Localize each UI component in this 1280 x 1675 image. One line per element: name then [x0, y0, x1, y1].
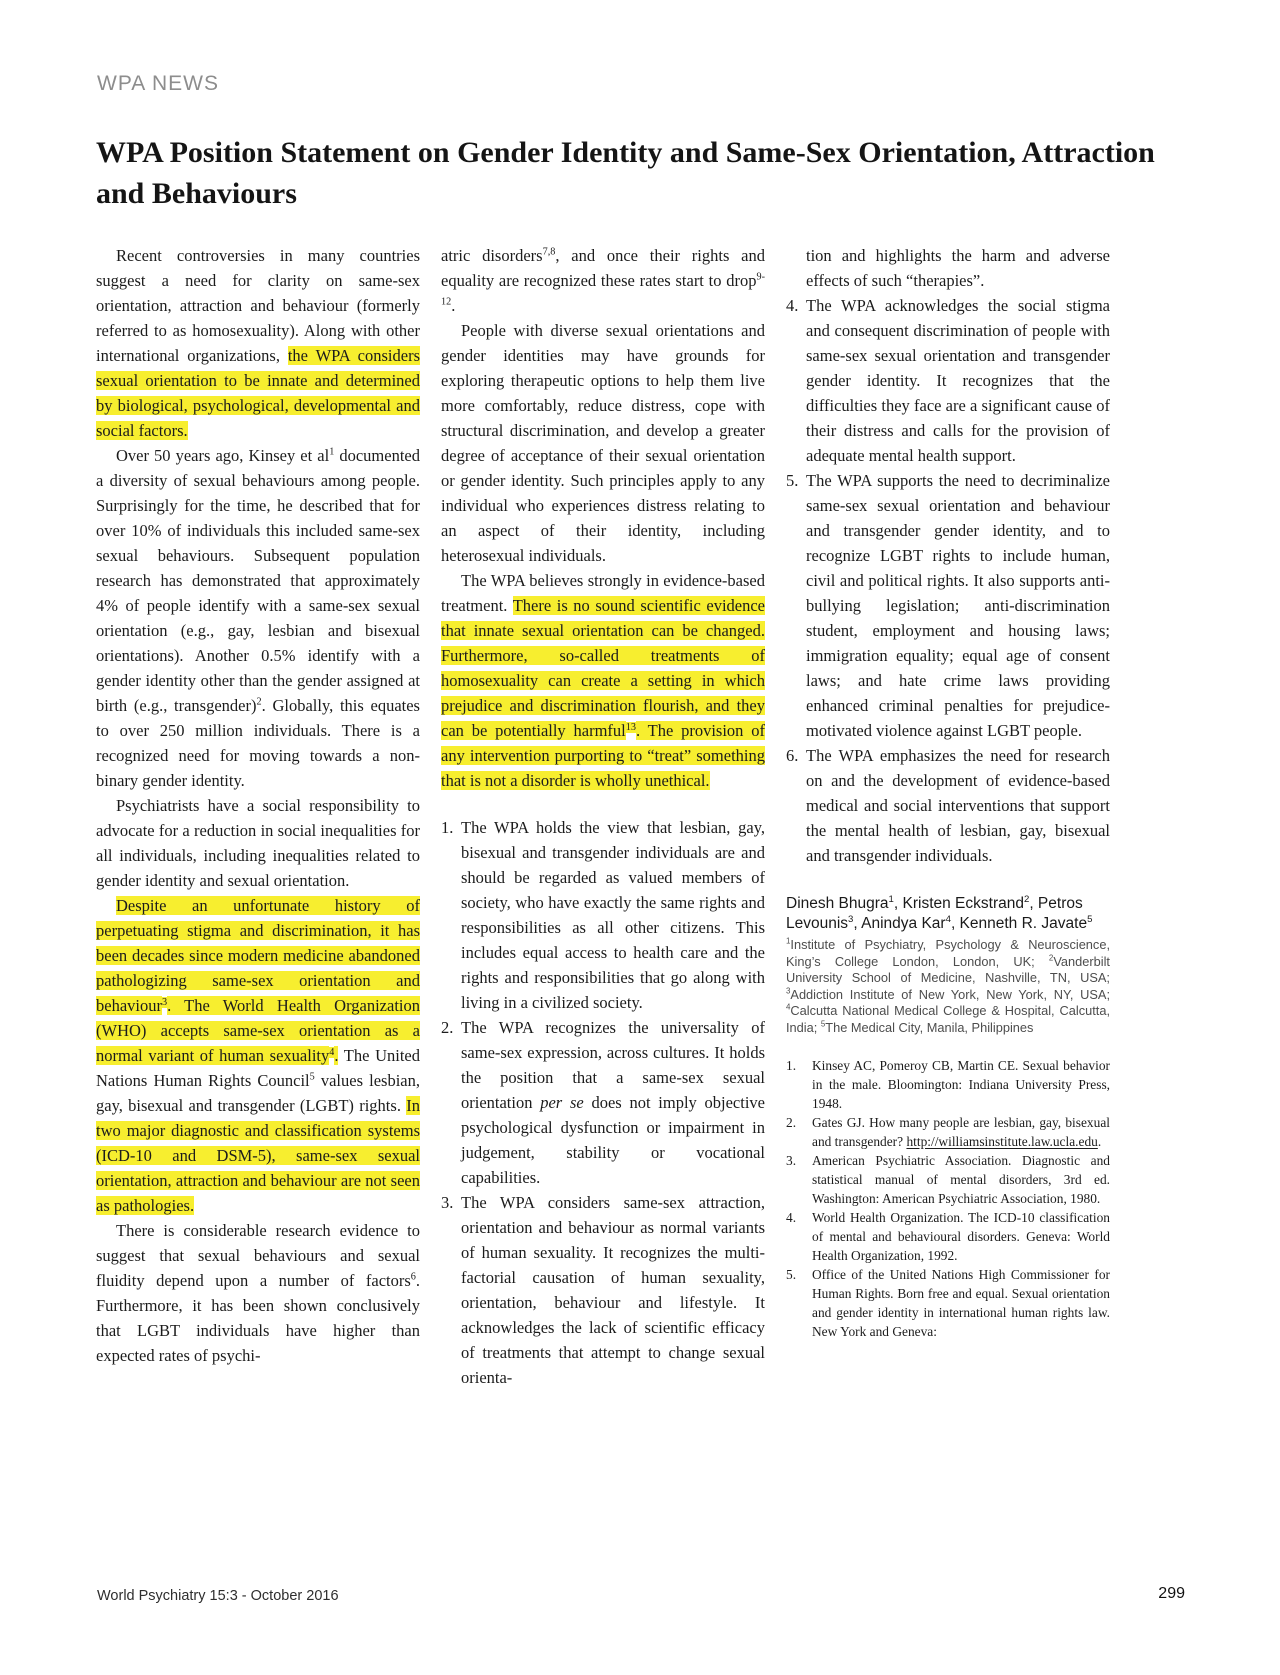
- numbered-item: [786, 468, 1110, 743]
- highlighted-text: 4: [329, 1046, 335, 1058]
- article-columns: [96, 243, 1110, 1390]
- numbered-item: [786, 743, 1110, 868]
- text-segment: 4: [786, 1002, 791, 1012]
- highlighted-text: 3: [161, 996, 168, 1008]
- paragraph: [96, 893, 420, 1218]
- item-number: 5.: [786, 1267, 797, 1282]
- text-segment: per se: [540, 1093, 584, 1112]
- text-segment: The WPA believes strongly in evidence-based treatment.: [441, 571, 765, 615]
- text-segment: 2: [1023, 893, 1030, 905]
- text-segment: Recent controversies in many countries suggest a need for clarity on same-sex orientation, attraction and behaviour (formerly referred to as homosexuality). Along with other international organizations,: [96, 246, 420, 365]
- item-body: [812, 1113, 1110, 1151]
- numbered-item: [786, 293, 1110, 468]
- item-number: 4.: [786, 1210, 797, 1225]
- text-segment: 5: [820, 1019, 826, 1029]
- text-segment: . Furthermore, it has been shown conclusively that LGBT individuals have higher than expected rates of psychi-: [96, 1271, 420, 1365]
- numbered-item: [441, 815, 765, 1015]
- numbered-item: [441, 1190, 765, 1390]
- column-1: [96, 243, 420, 1390]
- column-2: [441, 243, 765, 1390]
- text-segment: Dinesh Bhugra: [786, 895, 889, 912]
- highlighted-text: In two major diagnostic and classification systems (ICD-10 and DSM-5), same-sex sexual orientation, attraction and behaviour are not seen as pathologies.: [96, 1096, 420, 1215]
- text-segment: .: [1097, 1134, 1102, 1149]
- highlighted-text: There is no sound scientific evidence that innate sexual orientation can be changed. Furthermore, so-called treatments of homosexuality can create a setting in which prejudice and discrimination flourish, and they can be potentially harmful: [441, 596, 766, 740]
- paragraph-continuation: [786, 243, 1110, 293]
- item-number: 6.: [786, 746, 799, 765]
- text-segment: Calcutta National Medical College & Hospital, Calcutta, India;: [786, 1003, 1110, 1035]
- item-body: [806, 743, 1110, 868]
- paragraph: [441, 568, 765, 793]
- text-segment: The WPA emphasizes the need for research on and the development of evidence-based medical and social interventions that support the mental health of lesbian, gay, bisexual and transgender individuals.: [806, 746, 1110, 865]
- text-segment: The WPA recognizes the universality of same-sex expression, across cultures. It holds the position that a same-sex sexual orientation: [461, 1018, 765, 1112]
- text-segment: The Medical City, Manila, Philippines: [825, 1019, 1034, 1035]
- column-3: [786, 243, 1110, 1390]
- affiliations: [786, 937, 1110, 1036]
- item-body: [461, 1015, 765, 1190]
- text-segment: The WPA acknowledges the social stigma and consequent discrimination of people with same-sex sexual orientation and transgender gender identity. It recognizes that the difficulties they face are a significant cause of their distress and calls for the provision of adequate mental health support.: [806, 296, 1110, 465]
- reference-item: [786, 1265, 1110, 1341]
- text-segment: 2: [1048, 953, 1054, 963]
- item-body: [461, 1190, 765, 1390]
- text-segment: The WPA considers same-sex attraction, orientation and behaviour as normal variants of human sexuality. It recognizes the multi-factorial causation of human sexuality, orientation, behaviour and lifestyle. It acknowledges the lack of scientific efficacy of treatments that attempt to change sexual orienta-: [461, 1193, 765, 1387]
- text-segment: 3: [786, 986, 791, 996]
- highlighted-text: . The World Health Organization (WHO) accepts same-sex orientation as a normal variant of human sexuality: [96, 996, 420, 1065]
- text-segment: , Petros Levounis: [786, 895, 1083, 932]
- item-number: 4.: [786, 296, 799, 315]
- text-segment: . Globally, this equates to over 250 million individuals. There is a recognized need for moving towards a non-binary gender identity.: [96, 696, 420, 790]
- text-segment: American Psychiatric Association. Diagnostic and statistical manual of mental disorders, 3rd ed. Washington: American Psychiatric Association, 1980.: [812, 1153, 1110, 1206]
- text-segment: 1: [329, 446, 335, 458]
- reference-item: [786, 1151, 1110, 1208]
- text-segment: atric disorders: [441, 246, 543, 265]
- section-kicker: WPA NEWS: [97, 72, 219, 95]
- item-number: 5.: [786, 471, 799, 490]
- text-segment: , Anindya Kar: [853, 914, 946, 932]
- text-segment: 4: [945, 913, 951, 925]
- text-segment: does not imply objective psychological dysfunction or impairment in judgement, stability or vocational capabilities.: [461, 1093, 765, 1187]
- paragraph: [96, 1218, 420, 1368]
- text-segment: 9-12: [441, 271, 765, 308]
- text-segment: Office of the United Nations High Commissioner for Human Rights. Born free and equal. Sexual orientation and gender identity in international human rights law. New York and Geneva:: [812, 1267, 1110, 1339]
- text-segment: documented a diversity of sexual behaviours among people. Surprisingly for the time, he described that for over 10% of individuals this included same-sex sexual behaviours. Subsequent population research has demonstrated that approximately 4% of people identify with a same-sex sexual orientation (e.g., gay, lesbian and bisexual orientations). Another 0.5% identify with a gender identity other than the gender assigned at birth (e.g., transgender): [96, 446, 420, 715]
- reference-item: [786, 1208, 1110, 1265]
- text-segment: Psychiatrists have a social responsibility to advocate for a reduction in social inequalities for all individuals, including inequalities related to gender identity and sexual orientation.: [96, 796, 420, 890]
- text-segment: 6: [410, 1271, 416, 1283]
- item-number: 3.: [441, 1193, 454, 1212]
- text-segment: The WPA supports the need to decriminalize same-sex sexual orientation and behaviour and transgender gender identity, and to recognize LGBT rights to include human, civil and political rights. It also supports anti-bullying legislation; anti-discrimination student, employment and housing laws; immigration equality; equal age of consent laws; and hate crime laws providing enhanced criminal penalties for prejudice-motivated violence against LGBT people.: [806, 471, 1110, 740]
- text-segment: The United Nations Human Rights Council: [96, 1046, 420, 1090]
- highlighted-text: the WPA considers sexual orientation to be innate and determined by biological, psychological, developmental and social factors.: [96, 346, 420, 440]
- text-segment: , Kenneth R. Javate: [950, 914, 1088, 932]
- text-segment: , and once their rights and equality are recognized these rates start to drop: [441, 246, 765, 290]
- item-number: 1.: [441, 818, 454, 837]
- highlighted-text: . The provision of any intervention purporting to “treat” something that is not a disorder is wholly unethical.: [441, 721, 765, 790]
- text-segment: 7,8: [542, 246, 556, 258]
- item-body: [812, 1151, 1110, 1208]
- highlighted-text: Despite an unfortunate history of perpetuating stigma and discrimination, it has been decades since modern medicine abandoned pathologizing same-sex orientation and behaviour: [96, 896, 420, 1015]
- reference-url[interactable]: http://williamsinstitute.law.ucla.edu: [906, 1134, 1098, 1149]
- numbered-item: [441, 1015, 765, 1190]
- item-number: 2.: [441, 1018, 454, 1037]
- item-body: [806, 293, 1110, 468]
- item-body: [812, 1265, 1110, 1341]
- item-number: 1.: [786, 1058, 797, 1073]
- text-segment: 5: [309, 1071, 315, 1083]
- text-segment: Kinsey AC, Pomeroy CB, Martin CE. Sexual behavior in the male. Bloomington: Indiana University Press, 1948.: [812, 1058, 1110, 1111]
- reference-item: [786, 1113, 1110, 1151]
- text-segment: 5: [1087, 913, 1093, 925]
- text-segment: 3: [848, 913, 854, 925]
- paragraph: [96, 793, 420, 893]
- text-segment: Addiction Institute of New York, New York, NY, USA;: [790, 986, 1110, 1002]
- text-segment: Institute of Psychiatry, Psychology & Neuroscience, King’s College London, London, UK;: [786, 937, 1110, 969]
- item-body: [806, 468, 1110, 743]
- text-segment: People with diverse sexual orientations and gender identities may have grounds for exploring therapeutic options to help them live more comfortably, reduce distress, cope with structural discrimination, and develop a greater degree of acceptance of their sexual orientation or gender identity. Such principles apply to any individual who experiences distress relating to an aspect of their identity, including heterosexual individuals.: [441, 321, 765, 565]
- text-segment: 1: [888, 893, 894, 905]
- authors-line: [786, 894, 1110, 933]
- item-body: [812, 1056, 1110, 1113]
- text-segment: 1: [786, 936, 791, 946]
- item-body: [461, 815, 765, 1015]
- text-segment: The WPA holds the view that lesbian, gay, bisexual and transgender individuals are and should be regarded as valued members of society, who have exactly the same rights and responsibilities as all other citizens. This includes equal access to health care and the rights and responsibilities that go along with living in a civilized society.: [461, 818, 765, 1012]
- item-number: 2.: [786, 1115, 797, 1130]
- journal-footer: World Psychiatry 15:3 - October 2016: [97, 1588, 339, 1604]
- text-segment: Vanderbilt University School of Medicine, Nashville, TN, USA;: [786, 953, 1110, 985]
- text-segment: , Kristen Eckstrand: [893, 895, 1024, 912]
- text-segment: tion and highlights the harm and adverse effects of such “therapies”.: [806, 246, 1110, 290]
- text-segment: 2: [256, 696, 262, 708]
- reference-item: [786, 1056, 1110, 1113]
- text-segment: Over 50 years ago, Kinsey et al: [116, 446, 330, 465]
- text-segment: World Health Organization. The ICD-10 classification of mental and behavioural disorders. Geneva: World Health Organization, 1992.: [812, 1210, 1110, 1263]
- text-segment: values lesbian, gay, bisexual and transgender (LGBT) rights.: [96, 1071, 420, 1115]
- text-segment: There is considerable research evidence to suggest that sexual behaviours and sexual fluidity depend upon a number of factors: [96, 1221, 420, 1290]
- paragraph: [96, 243, 420, 443]
- highlighted-text: .: [334, 1046, 339, 1065]
- highlighted-text: 13: [625, 721, 636, 733]
- article-title: WPA Position Statement on Gender Identity and Same-Sex Orientation, Attraction and Behaviours: [96, 136, 1155, 210]
- text-segment: Gates GJ. How many people are lesbian, gay, bisexual and transgender?: [812, 1115, 1110, 1149]
- paragraph: [96, 443, 420, 793]
- item-number: 3.: [786, 1153, 797, 1168]
- paragraph: [441, 243, 765, 318]
- page-number: 299: [1158, 1585, 1185, 1602]
- paragraph: [441, 318, 765, 568]
- text-segment: .: [451, 296, 456, 315]
- item-body: [812, 1208, 1110, 1265]
